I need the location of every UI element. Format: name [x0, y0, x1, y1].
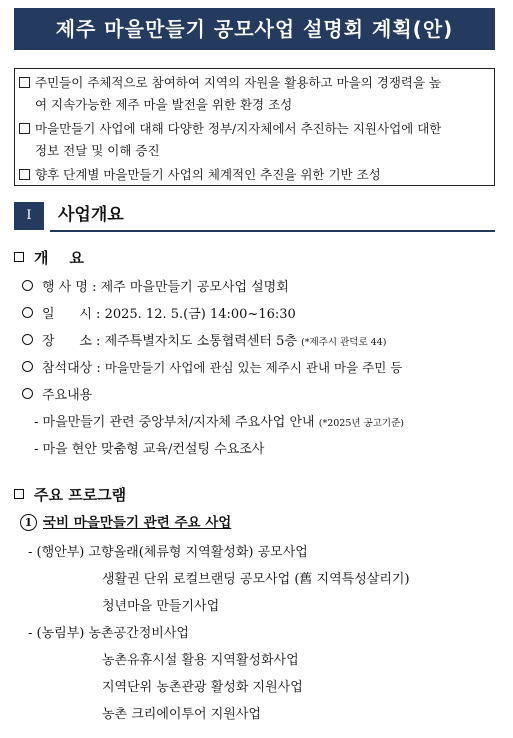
- checkbox-icon: [19, 169, 30, 180]
- circle-bullet-icon: [22, 280, 33, 291]
- section-divider: [50, 230, 495, 232]
- contents-item: - 마을만들기 관련 중앙부처/지자체 주요사업 안내 (*2025년 공고기준): [34, 415, 404, 430]
- page-title: 제주 마을만들기 공모사업 설명회 계획(안): [14, 8, 495, 50]
- summary-text: 주민들이 주체적으로 참여하여 지역의 자원을 활용하고 마을의 경쟁력을 높: [35, 75, 442, 90]
- summary-text: 정보 전달 및 이해 증진: [35, 143, 160, 158]
- program-line: 지역단위 농촌관광 활성화 지원사업: [102, 680, 303, 695]
- circle-bullet-icon: [22, 388, 33, 399]
- checkbox-icon: [19, 77, 30, 88]
- summary-text: 여 지속가능한 제주 마을 발전을 위한 환경 조성: [35, 97, 293, 112]
- circle-bullet-icon: [22, 334, 33, 345]
- section-number: I: [14, 202, 44, 230]
- circle-bullet-icon: [22, 307, 33, 318]
- place-row: 장 소 : 제주특별자치도 소통협력센터 5층 (*제주시 관덕로 44): [22, 330, 386, 349]
- program-line: 농촌유휴시설 활용 지역활성화사업: [102, 653, 299, 668]
- program-item-1-title: 1 국비 마을만들기 관련 주요 사업: [20, 511, 231, 531]
- event-name-row: 행 사 명 : 제주 마을만들기 공모사업 설명회: [22, 276, 289, 295]
- attendees-row: 참석대상 : 마을만들기 사업에 관심 있는 제주시 관내 마을 주민 등: [22, 357, 402, 376]
- summary-item: [19, 165, 381, 183]
- program-line: - (농림부) 농촌공간정비사업: [28, 626, 189, 641]
- summary-text: 향후 단계별 마을만들기 사업의 체계적인 추진을 위한 기반 조성: [35, 167, 381, 182]
- summary-text: 마을만들기 사업에 대해 다양한 정부/지자체에서 추진하는 지원사업에 대한: [35, 121, 442, 136]
- summary-item: [19, 73, 441, 91]
- summary-item-cont: [35, 141, 160, 159]
- circle-bullet-icon: [22, 361, 33, 372]
- summary-box: [14, 68, 495, 186]
- circled-number: 1: [20, 514, 37, 531]
- contents-row: 주요내용: [22, 384, 92, 403]
- summary-item-cont: [35, 95, 292, 113]
- checkbox-icon: [19, 123, 30, 134]
- program-heading: 주요 프로그램: [14, 484, 126, 505]
- program-line: 농촌 크리에이투어 지원사업: [102, 707, 261, 722]
- program-line: - (행안부) 고향올래(체류형 지역활성화) 공모사업: [28, 545, 308, 560]
- date-row: 일 시 : 2025. 12. 5.(금) 14:00~16:30: [22, 303, 296, 322]
- section-title: 사업개요: [58, 205, 124, 225]
- program-line: 청년마을 만들기사업: [102, 599, 220, 614]
- overview-heading: 개 요: [14, 247, 84, 268]
- square-bullet-icon: [14, 489, 24, 499]
- summary-item: [19, 119, 441, 137]
- program-line: 생활권 단위 로컬브랜딩 공모사업 (舊 지역특성살리기): [102, 572, 410, 587]
- contents-item: - 마을 현안 맞춤형 교육/컨설팅 수요조사: [34, 442, 265, 457]
- square-bullet-icon: [14, 252, 24, 262]
